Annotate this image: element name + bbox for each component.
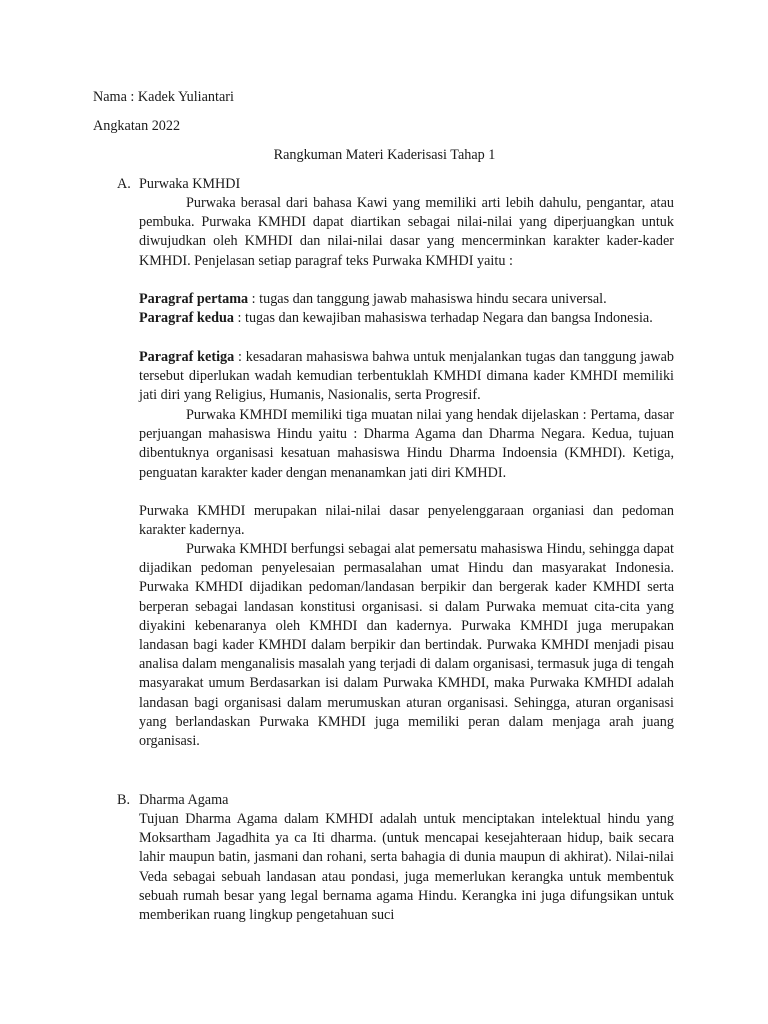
student-name: Nama : Kadek Yuliantari bbox=[93, 89, 234, 105]
section-a-paragraph-7: Purwaka KMHDI berfungsi sebagai alat pemersatu mahasiswa Hindu, sehingga dapat dijadikan pedoman penyelesaian permasalahan umat Hindu dan masyarakat Indonesia. Purwaka KMHDI dijadikan pedoman/landasan berpikir dan bergerak kader KMHDI serta berperan sebagai landasan konstitusi organisasi. si dalam Purwaka memuat cita-cita yang diyakini kebenaranya oleh KMHDI dan kadernya. Purwaka KMHDI juga merupakan landasan bagi kader KMHDI dalam berpikir dan bertindak. Purwaka KMHDI menjadi pisau analisa dalam menganalisis masalah yang terjadi di dalam organisasi, termasuk juga di tengah masyarakat umum Berdasarkan isi dalam Purwaka KMHDI, maka Purwaka KMHDI adalah landasan bagi organisasi dalam merumuskan aturan organisasi. Sehingga, aturan organisasi yang berlandaskan Purwaka KMHDI juga memiliki peran dalam menjaga arah juang organisasi. bbox=[139, 541, 674, 750]
document-title: Rangkuman Materi Kaderisasi Tahap 1 bbox=[273, 147, 496, 163]
paragraph-pertama bbox=[139, 290, 674, 309]
paragraph-ketiga bbox=[139, 348, 674, 406]
paragraph-kedua-text: : tugas dan kewajiban mahasiswa terhadap Negara dan bangsa Indonesia. bbox=[233, 310, 653, 326]
section-a-paragraph-1: Purwaka berasal dari bahasa Kawi yang memiliki arti lebih dahulu, pengantar, atau pembuka. Purwaka KMHDI dapat diartikan sebagai nilai-nilai yang diperjuangkan untuk diwujudkan oleh KMHDI dan nilai-nilai dasar yang mencerminkan karakter kader-kader KMHDI. Penjelasan setiap paragraf teks Purwaka KMHDI yaitu : bbox=[139, 195, 674, 269]
paragraph-ketiga-text: : kesadaran mahasiswa bahwa untuk menjalankan tugas dan tanggung jawab tersebut diperlukan wadah kemudian terbentuklah KMHDI dimana kader KMHDI memiliki jati diri yang Religius, Humanis, Nasionalis, serta Progresif. bbox=[139, 349, 675, 404]
section-a-paragraph-5: Purwaka KMHDI memiliki tiga muatan nilai yang hendak dijelaskan : Pertama, dasar perjuangan mahasiswa Hindu yaitu : Dharma Agama dan Dharma Negara. Kedua, tujuan dibentuknya organisasi kesatuan mahasiswa Hindu Dharma Indoensia (KMHDI). Ketiga, penguatan karakter kader dengan menanamkan jati diri KMHDI. bbox=[139, 407, 674, 481]
paragraph-kedua bbox=[139, 309, 674, 328]
section-a-paragraph-6: Purwaka KMHDI merupakan nilai-nilai dasar penyelenggaraan organiasi dan pedoman karakter kadernya. bbox=[139, 503, 674, 539]
paragraph-kedua-label: Paragraf kedua bbox=[139, 310, 234, 326]
paragraph-pertama-text: : tugas dan tanggung jawab mahasiswa hindu secara universal. bbox=[248, 291, 607, 307]
section-b-marker: B. bbox=[117, 792, 131, 808]
section-b-heading: Dharma Agama bbox=[139, 792, 229, 808]
cohort-year: Angkatan 2022 bbox=[93, 118, 181, 134]
paragraph-ketiga-label: Paragraf ketiga bbox=[139, 349, 235, 365]
paragraph-pertama-label: Paragraf pertama bbox=[139, 291, 249, 307]
section-b-paragraph-1: Tujuan Dharma Agama dalam KMHDI adalah untuk menciptakan intelektual hindu yang Moksartham Jagadhita ya ca Iti dharma. (untuk mencapai kesejahteraan hidup, baik secara lahir maupun batin, jasmani dan rohani, serta bahagia di dunia maupun di akhirat). Nilai-nilai Veda sebagai sebuah landasan atau pondasi, juga memerlukan kerangka untuk membentuk sebuah rumah besar yang legal bernama agama Hindu. Kerangka ini juga difungsikan untuk memberikan ruang lingkup pengetahuan suci bbox=[139, 811, 674, 924]
section-a-heading: Purwaka KMHDI bbox=[139, 176, 241, 192]
section-a-marker: A. bbox=[117, 176, 131, 192]
